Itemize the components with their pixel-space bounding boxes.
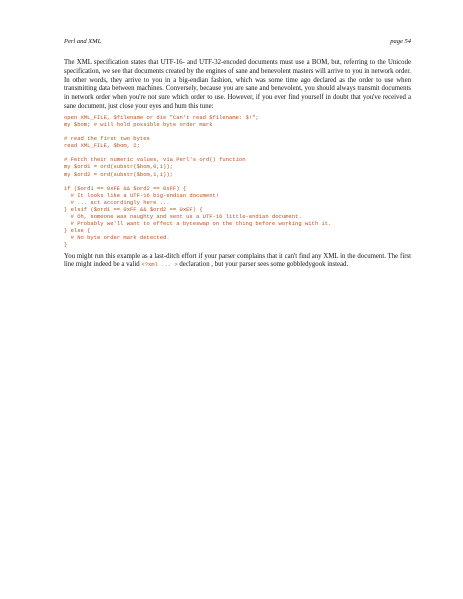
closing-paragraph — [64, 253, 411, 271]
code-line: # It looks like a UTF-16 big-endian document! — [64, 191, 220, 199]
inline-code-xml-declaration: <?xml ... > — [141, 261, 178, 269]
code-line — [64, 178, 411, 185]
code-line: read XML_FILE, $bom, 2; — [64, 142, 140, 150]
code-line: # No byte order mark detected. — [64, 234, 170, 242]
code-line: # Probably we'll want to effect a byteswap on the thing before working with it. — [64, 220, 332, 228]
page-body — [64, 59, 411, 270]
code-line: open XML_FILE, $filename or die "Can't read $filename: $!"; — [64, 113, 259, 121]
code-line: # Oh, someone was naughty and sent us a UTF-16 little-endian document. — [64, 213, 302, 221]
code-line — [64, 149, 411, 156]
code-line: my $ord2 = ord(substr($bom,1,1)); — [64, 170, 173, 178]
code-line: my $ord1 = ord(substr($bom,0,1)); — [64, 163, 173, 171]
code-line: } — [64, 241, 68, 249]
code-line: } elsif ($ord1 == 0xFF && $ord2 == 0xEF) { — [64, 206, 203, 213]
intro-paragraph: The XML specification states that UTF-16- and UTF-32-encoded documents must use a BOM, but, referring to the Unicode specification, we see that documents created by the engines of sane and benevolent masters will arrive to you in network order. In other words, they arrive to you in a big-endian fashion, which was some time ago declared as the order to use when transmitting data between machines. Conversely, because you are sane and benevolent, you should always transmit documents in network order when you're not sure which order to use. However, if you ever find yourself in doubt that you've received a sane document, just close your eyes and hum this tune: — [64, 59, 411, 110]
code-line: # ... act accordingly here ... — [64, 198, 170, 206]
code-line: my $bom; # will hold possible byte order mark — [64, 120, 213, 128]
code-line: # Fetch their numeric values, via Perl's ord() function — [64, 156, 246, 164]
code-line: # read the first two bytes — [64, 135, 150, 143]
code-block — [64, 114, 411, 249]
code-line — [64, 128, 411, 135]
code-line: } else { — [64, 227, 91, 235]
closing-paragraph-text-before: You might run this example as a last-ditch effort if your parser complains that it can't find any XML in the document. The first line might indeed be a valid — [64, 252, 411, 269]
header-title: Perl and XML — [64, 38, 102, 45]
code-line: if ($ord1 == 0xFE && $ord2 == 0xFF) { — [64, 184, 187, 192]
closing-paragraph-text-after: declaration , but your parser sees some gobbledygook instead. — [177, 261, 349, 269]
header-page-number: page 54 — [390, 38, 411, 45]
